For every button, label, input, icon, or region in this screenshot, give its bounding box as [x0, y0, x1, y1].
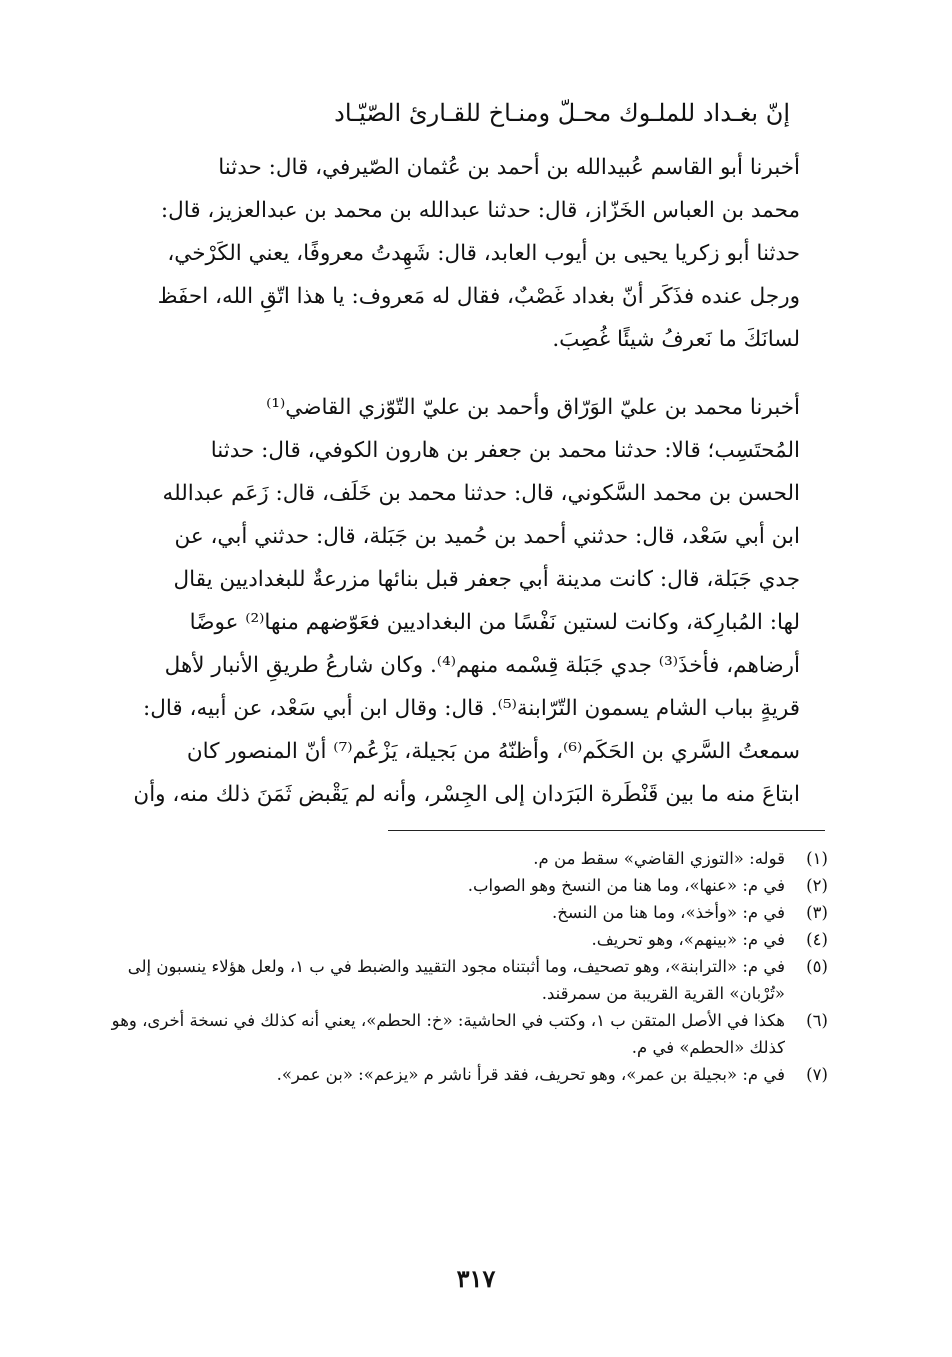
footnote — [100, 872, 840, 899]
text-line: قريةٍ بباب الشام يسمون التّرّابنة⁽⁵⁾. قال: وقال ابن أبي سَعْد، عن أبيه، قال: — [143, 696, 800, 721]
text-line: سمعتُ السَّري بن الحَكَم⁽⁶⁾، وأظنّهُ من بَجيلة، يَزْعُم⁽⁷⁾ أنّ المنصور كان — [186, 739, 800, 764]
text-line: أخبرنا محمد بن عليّ الوَرّاق وأحمد بن عليّ التّوّزي القاضي⁽¹⁾ — [266, 395, 800, 420]
paragraph-1 — [110, 146, 800, 361]
footnote-number: (٤) — [806, 930, 828, 949]
footnote-text: في م: «وأخذ»، وما هنا من النسخ. — [552, 903, 785, 922]
footnote — [100, 845, 840, 872]
poetry-verse: إنّ بغـداد للملـوك محـلّ ومنـاخ للقـارئ الصّيّـاد — [334, 99, 790, 127]
text-line: محمد بن العباس الخَزّاز، قال: حدثنا عبدالله بن محمد بن عبدالعزيز، قال: — [160, 198, 800, 223]
paragraph-2 — [110, 386, 800, 816]
text-line: حدثنا أبو زكريا يحيى بن أيوب العابد، قال: شَهِدتُ معروفًا، يعني الكَرْخي، — [167, 241, 800, 266]
footnote-number: (٧) — [806, 1065, 828, 1084]
text-line: الحسن بن محمد السَّكوني، قال: حدثنا محمد بن خَلَف، قال: زَعَم عبدالله — [162, 481, 800, 506]
footnote-text: في م: «الترابنة»، وهو تصحيف، وما أثبتناه مجود التقييد والضبط في ب ١، ولعل هؤلاء ينسبون إلى «تُرْبان» القرية القريبة من سمرقند. — [127, 957, 785, 1003]
text-line: ابتاعَ منه ما بين قَنْطَرة البَرَدان إلى الجِسْر، وأنه لم يَقْبض ثَمَنَ ذلك منه، وأن — [133, 782, 800, 807]
footnotes — [100, 845, 840, 1088]
footnote-number: (٢) — [806, 876, 828, 895]
text-line: ابن أبي سَعْد، قال: حدثني أحمد بن حُميد بن جَبَلة، قال: حدثني أبي، عن — [174, 524, 800, 549]
footnote-text: في م: «بجيلة بن عمر»، وهو تحريف، فقد قرأ ناشر م «يزعم»: «بن عمر». — [276, 1065, 785, 1084]
text-line: أرضاهم، فأخذَ⁽³⁾ جدي جَبَلة قِسْمه منهم⁽⁴⁾. وكان شارعُ طريقِ الأنبار لأهل — [164, 653, 800, 678]
text-line: أخبرنا أبو القاسم عُبيدالله بن أحمد بن عُثمان الصّيرفي، قال: حدثنا — [218, 155, 800, 180]
page-number: ٣١٧ — [456, 1264, 496, 1293]
footnote-number: (٥) — [806, 957, 828, 976]
footnote — [100, 899, 840, 926]
footnote-text: في م: «بينهم»، وهو تحريف. — [591, 930, 785, 949]
footnote-text: في م: «عنها»، وما هنا من النسخ وهو الصواب. — [467, 876, 785, 895]
footnote-number: (٣) — [806, 903, 828, 922]
text-line: جدي جَبَلة، قال: كانت مدينة أبي جعفر قبل بنائها مزرعةٌ للبغداديين يقال — [173, 567, 800, 592]
footnote — [100, 1007, 840, 1061]
footnote — [100, 953, 840, 1007]
footnote-number: (١) — [806, 849, 828, 868]
text-line: لسانَكَ ما نَعرفُ شيئًا غُصِبَ. — [552, 327, 800, 352]
footnote — [100, 1061, 840, 1088]
footnote-number: (٦) — [806, 1011, 828, 1030]
footnote — [100, 926, 840, 953]
footnote-divider — [388, 830, 825, 831]
footnote-text: هكذا في الأصل المتقن ب ١، وكتب في الحاشية: «خ: الحطم»، يعني أنه كذلك في نسخة أخرى، وهو كذلك «الحطم» في م. — [111, 1011, 785, 1057]
text-line: لها: المُبارِكة، وكانت لستين نَفْسًا من البغداديين فعَوّضهم منها⁽²⁾ عوضًا — [189, 610, 800, 635]
footnote-text: قوله: «التوزي القاضي» سقط من م. — [533, 849, 785, 868]
text-line: ورجل عنده فذَكَر أنّ بغداد غَصْبٌ، فقال له مَعروف: يا هذا اتّقِ الله، احفَظ — [157, 284, 800, 309]
text-line: المُحتَسِب؛ قالا: حدثنا محمد بن جعفر بن هارون الكوفي، قال: حدثنا — [210, 438, 800, 463]
